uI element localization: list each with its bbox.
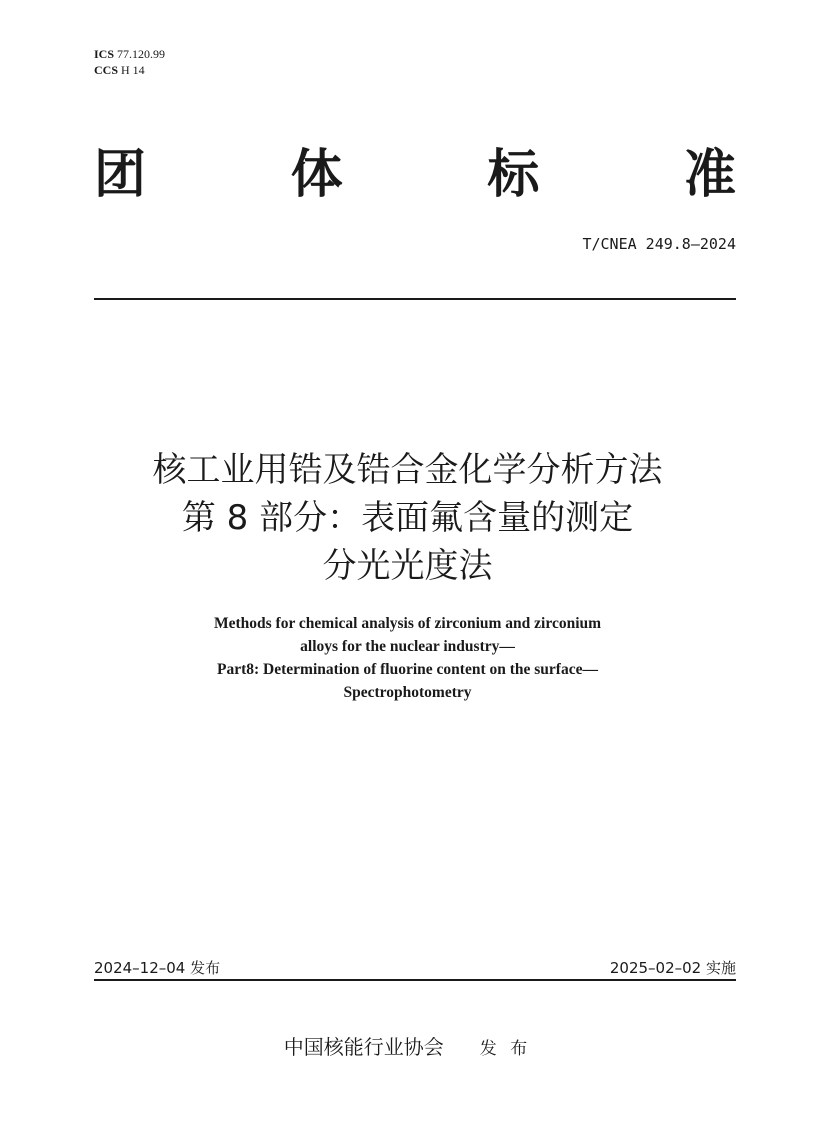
title-chinese <box>0 446 815 590</box>
standard-type-char: 准 <box>683 144 736 205</box>
title-en-line: Part8: Determination of fluorine content on the surface— <box>217 661 598 678</box>
ccs-code: CCS H 14 <box>94 63 145 77</box>
header-divider <box>94 298 736 300</box>
title-en-line: alloys for the nuclear industry— <box>300 638 515 655</box>
standard-type-char: 标 <box>487 144 540 205</box>
ics-code: ICS 77.120.99 <box>94 47 166 61</box>
standard-type-char: 团 <box>94 144 147 205</box>
standard-type-char: 体 <box>290 144 343 205</box>
title-en-line: Methods for chemical analysis of zirconium and zirconium <box>213 615 602 632</box>
title-english <box>0 612 815 704</box>
classification-block <box>94 46 165 78</box>
implementation-date: 2025–02–02 实施 <box>609 959 736 977</box>
title-cn-line: 核工业用锆及锆合金化学分析方法 <box>152 450 663 490</box>
title-cn-line: 分光光度法 <box>322 546 493 586</box>
publisher-line <box>0 1033 815 1063</box>
publisher-name: 中国核能行业协会 <box>283 1035 444 1059</box>
title-cn-line: 第 8 部分：表面氟含量的测定 <box>181 498 634 538</box>
standard-type-heading <box>94 140 736 210</box>
publisher-action: 发 布 <box>479 1039 532 1059</box>
issue-date: 2024–12–04 发布 <box>94 959 221 977</box>
standard-number: T/CNEA 249.8—2024 <box>582 235 736 253</box>
title-en-line: Spectrophotometry <box>343 684 472 701</box>
footer-divider <box>94 979 736 981</box>
